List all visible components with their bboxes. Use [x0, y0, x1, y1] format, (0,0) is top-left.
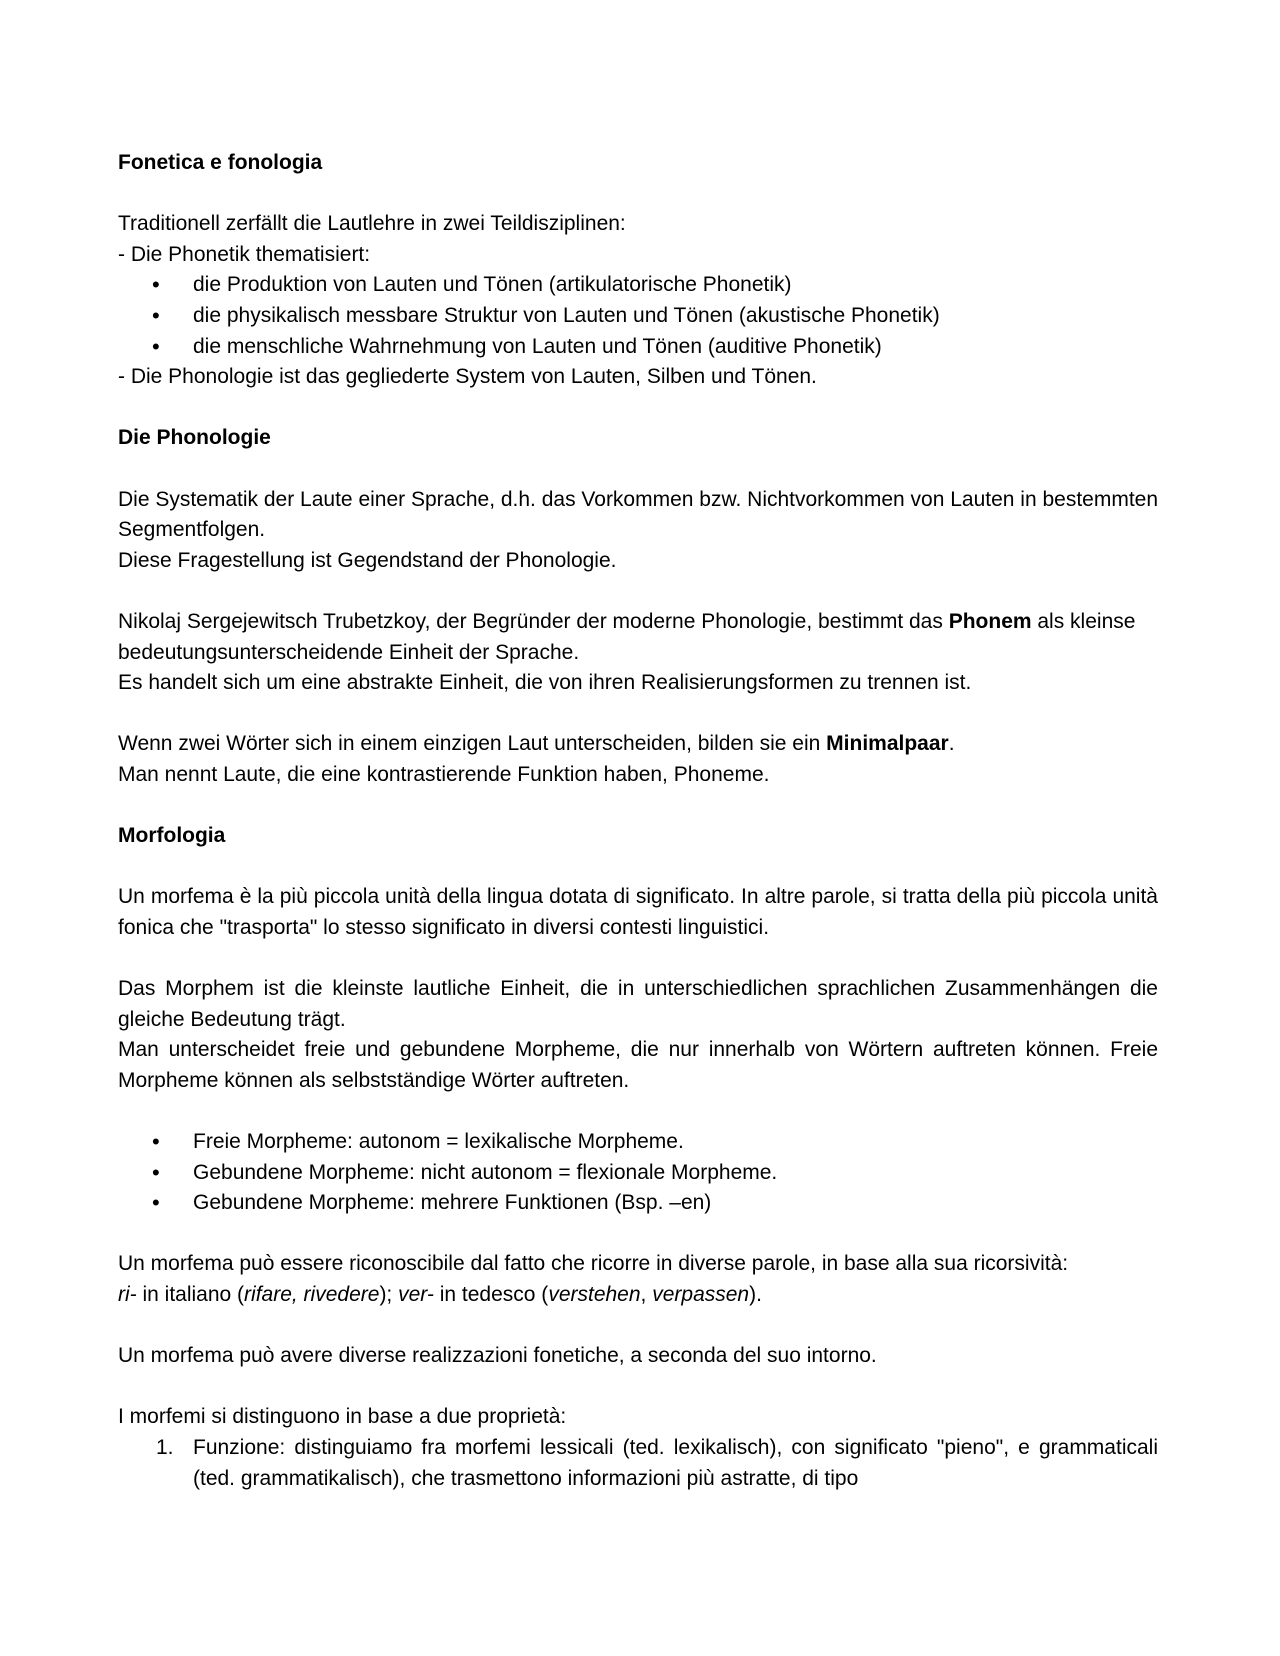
paragraph: I morfemi si distinguono in base a due proprietà: [118, 1405, 567, 1429]
paragraph: ri- in italiano (rifare, rivedere); ver- in tedesco (verstehen, verpassen). [118, 1282, 762, 1306]
paragraph: Das Morphem ist die kleinste lautliche Einheit, die in unterschiedlichen sprachlichen Zusammenhängen die gleiche Bedeutung trägt. [118, 977, 1158, 1031]
paragraph: Man nennt Laute, die eine kontrastierende Funktion haben, Phoneme. [118, 762, 770, 786]
list-item: 1. Funzione: distinguiamo fra morfemi lessicali (ted. lexikalisch), con significato "pieno", e grammaticali (ted. grammatikalisch), che trasmettono informazioni più astratte, di tipo [156, 1435, 1158, 1490]
bullet-list-morpheme [118, 1127, 1158, 1219]
heading-fonetica: Fonetica e fonologia [118, 151, 323, 174]
list-item: • die menschliche Wahrnehmung von Lauten und Tönen (auditive Phonetik) [118, 332, 1158, 363]
paragraph: Nikolaj Sergejewitsch Trubetzkoy, der Begründer der moderne Phonologie, bestimmt das Phonem als kleinse bedeutungsunterscheidende Einheit der Sprache. [118, 609, 1136, 664]
list-item: • die physikalisch messbare Struktur von Lauten und Tönen (akustische Phonetik) [118, 301, 1158, 332]
paragraph: Es handelt sich um eine abstrakte Einheit, die von ihren Realisierungsformen zu trennen ist. [118, 671, 972, 695]
list-item: • Gebundene Morpheme: mehrere Funktionen (Bsp. –en) [118, 1188, 1158, 1219]
paragraph: Diese Fragestellung ist Gegendstand der Phonologie. [118, 548, 617, 572]
list-item: • die Produktion von Lauten und Tönen (artikulatorische Phonetik) [118, 270, 1158, 301]
paragraph: Wenn zwei Wörter sich in einem einzigen Laut unterscheiden, bilden sie ein Minimalpaar. [118, 732, 955, 756]
term-phonem: Phonem [948, 609, 1032, 633]
bullet-list-phonetik [118, 270, 1158, 362]
paragraph: Die Systematik der Laute einer Sprache, d.h. das Vorkommen bzw. Nichtvorkommen von Lauten in bestemmten Segmentfolgen. [118, 487, 1159, 542]
heading-phonologie: Die Phonologie [118, 426, 271, 450]
list-item: • Freie Morpheme: autonom = lexikalische Morpheme. [118, 1127, 1158, 1158]
paragraph: Man unterscheidet freie und gebundene Morpheme, die nur innerhalb von Wörtern auftreten können. Freie Morpheme können als selbstständige Wörter auftreten. [118, 1038, 1158, 1092]
paragraph: - Die Phonologie ist das gegliederte System von Lauten, Silben und Tönen. [118, 365, 817, 389]
paragraph: Un morfema è la più piccola unità della lingua dotata di significato. In altre parole, si tratta della più piccola unità fonica che "trasporta" lo stesso significato in diversi contesti linguistici. [118, 885, 1158, 939]
paragraph: Un morfema può avere diverse realizzazioni fonetiche, a seconda del suo intorno. [118, 1344, 877, 1368]
term-minimalpaar: Minimalpaar [826, 732, 949, 756]
list-item: • Gebundene Morpheme: nicht autonom = flexionale Morpheme. [118, 1158, 1158, 1189]
paragraph: - Die Phonetik thematisiert: [118, 242, 371, 266]
paragraph: Un morfema può essere riconoscibile dal fatto che ricorre in diverse parole, in base alla sua ricorsività: [118, 1252, 1069, 1276]
document-page [118, 148, 1158, 1494]
heading-morfologia: Morfologia [118, 824, 226, 848]
paragraph: Traditionell zerfällt die Lautlehre in zwei Teildisziplinen: [118, 212, 626, 236]
numbered-list [118, 1433, 1158, 1494]
